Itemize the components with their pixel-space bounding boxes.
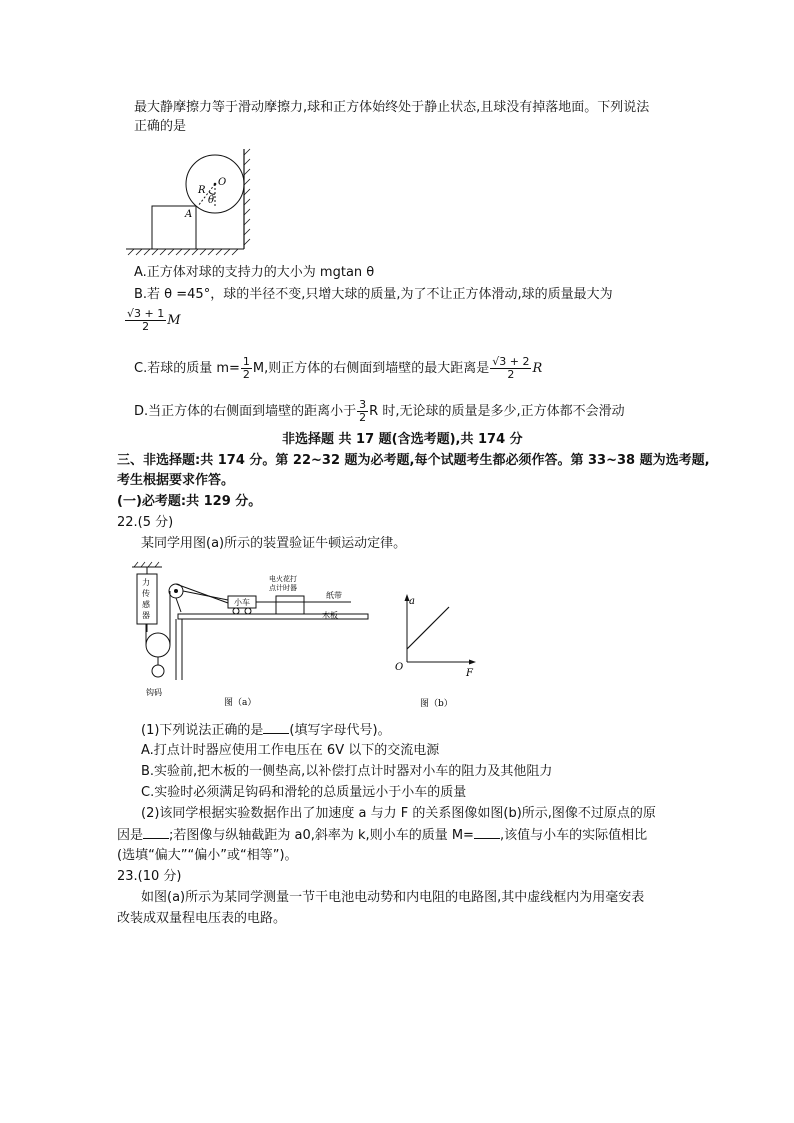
weight-label: 钩码 — [146, 688, 162, 697]
option-b-text: B.若 θ =45°，球的半径不变,只增大球的质量,为了不让正方体滑动,球的质量最大为 — [134, 287, 613, 302]
q22-part2-b: ;若图像与纵轴截距为 a0,斜率为 k,则小车的质量 M= — [169, 828, 474, 843]
label-A: A — [185, 209, 193, 220]
q22-part1 — [141, 721, 391, 740]
ball-cube-wall-figure — [118, 145, 258, 257]
movable-pulley — [146, 633, 170, 657]
theta-arc — [209, 192, 215, 194]
wall-hatch — [244, 149, 250, 245]
q22-part2-c: ,该值与小车的实际值相比 — [499, 828, 648, 843]
option-d-num: 3 — [359, 398, 367, 411]
q22-option-c: C.实验时必须满足钩码和滑轮的总质量远小于小车的质量 — [141, 785, 467, 800]
fig-b-caption: 图（b） — [420, 699, 453, 709]
q22-option-b: B.实验前,把木板的一侧垫高,以补偿打点计时器对小车的阻力及其他阻力 — [141, 764, 553, 779]
option-a: A.正方体对球的支持力的大小为 mgtan θ — [134, 265, 375, 280]
cart-wheel-2 — [245, 608, 251, 614]
axis-label-a: a — [409, 596, 415, 607]
q22-number: 22.(5 分) — [117, 515, 174, 530]
sensor-char-4: 器 — [142, 611, 150, 620]
section-title: 非选择题 共 17 题(含选考题),共 174 分 — [282, 432, 523, 447]
option-c-mid: M,则正方体的右侧面到墙壁的最大距离是 — [252, 361, 490, 376]
cart-label: 小车 — [234, 598, 250, 607]
graph-line — [407, 607, 449, 649]
q22-part1-text: (1)下列说法正确的是 — [141, 723, 264, 738]
q22-option-a: A.打点计时器应使用工作电压在 6V 以下的交流电源 — [141, 743, 440, 758]
option-c-pre: C.若球的质量 m= — [134, 361, 240, 376]
q23-line1: 如图(a)所示为某同学测量一节干电池电动势和内电阻的电路图,其中虚线框内为用毫安表 — [141, 890, 645, 905]
section-sub: (一)必考题:共 129 分。 — [117, 494, 262, 509]
q22-part2-line2 — [117, 826, 647, 845]
answer-blank-3 — [474, 826, 500, 839]
timer-label-1: 电火花打 — [269, 575, 297, 583]
origin-label: O — [395, 662, 404, 673]
option-c-f2-num: √3 + 2 — [492, 355, 530, 368]
ground-hatch — [128, 249, 238, 255]
option-c — [134, 356, 542, 381]
fig-a-caption: 图（a） — [224, 698, 257, 708]
option-c-f1-num: 1 — [242, 355, 250, 368]
q23-line2: 改装成双量程电压表的电路。 — [117, 911, 287, 926]
section-heading-2: 考生根据要求作答。 — [117, 473, 235, 488]
timer-box — [276, 596, 304, 614]
axis-label-F: F — [466, 668, 473, 679]
sensor-char-2: 传 — [142, 589, 150, 598]
label-theta: θ — [208, 195, 215, 206]
option-b-post: M — [167, 313, 181, 328]
board-label: 木板 — [322, 611, 338, 620]
graph-figure-b — [392, 592, 482, 710]
section-heading-1: 三、非选择题:共 174 分。第 22~32 题为必考题,每个试题考生都必须作答。第 33~38 题为选考题, — [117, 453, 710, 468]
q22-part2-a: 因是 — [117, 828, 144, 843]
q22-stem: 某同学用图(a)所示的装置验证牛顿运动定律。 — [141, 536, 407, 551]
q22-part2-line1: (2)该同学根据实验数据作出了加速度 a 与力 F 的关系图像如图(b)所示,图像不过原点的原 — [141, 806, 656, 821]
option-c-fraction-1 — [241, 356, 252, 381]
q22-part2-line3: (选填“偏大”“偏小”或“相等”)。 — [117, 848, 298, 863]
option-b-fraction — [125, 308, 166, 333]
option-d-fraction — [357, 399, 368, 424]
option-c-fraction-2 — [490, 356, 531, 381]
sensor-char-3: 感 — [142, 600, 150, 609]
answer-blank-2 — [143, 826, 169, 839]
option-c-f1-den: 2 — [242, 368, 250, 381]
board — [178, 614, 368, 619]
option-d-pre: D.当正方体的右侧面到墙壁的距离小于 — [134, 404, 357, 419]
apparatus-figure-a — [126, 560, 376, 710]
option-c-f2-den: 2 — [507, 368, 515, 381]
option-c-post: R — [532, 361, 543, 376]
q23-number: 23.(10 分) — [117, 869, 182, 884]
cart-wheel-1 — [233, 608, 239, 614]
option-d-post: R 时,无论球的质量是多少,正方体都不会滑动 — [369, 404, 625, 419]
label-R: R — [198, 185, 206, 196]
intro-line-2: 正确的是 — [134, 119, 187, 134]
rope-top — [176, 584, 228, 603]
sensor-char-1: 力 — [142, 578, 150, 587]
timer-label-2: 点计时器 — [269, 584, 297, 592]
option-d — [134, 399, 625, 424]
option-d-den: 2 — [359, 411, 367, 424]
option-b-fraction-row — [124, 308, 181, 333]
intro-line-1: 最大静摩擦力等于滑动摩擦力,球和正方体始终处于静止状态,且球没有掉落地面。下列说法 — [134, 100, 650, 115]
option-b-den: 2 — [142, 320, 150, 333]
option-b-num: √3 + 1 — [127, 307, 165, 320]
tape-label: 纸带 — [326, 591, 342, 600]
label-O: O — [218, 177, 227, 188]
q22-part1-tail: (填写字母代号)。 — [289, 723, 391, 738]
answer-blank-1 — [263, 721, 289, 734]
hook-weight — [152, 665, 164, 677]
